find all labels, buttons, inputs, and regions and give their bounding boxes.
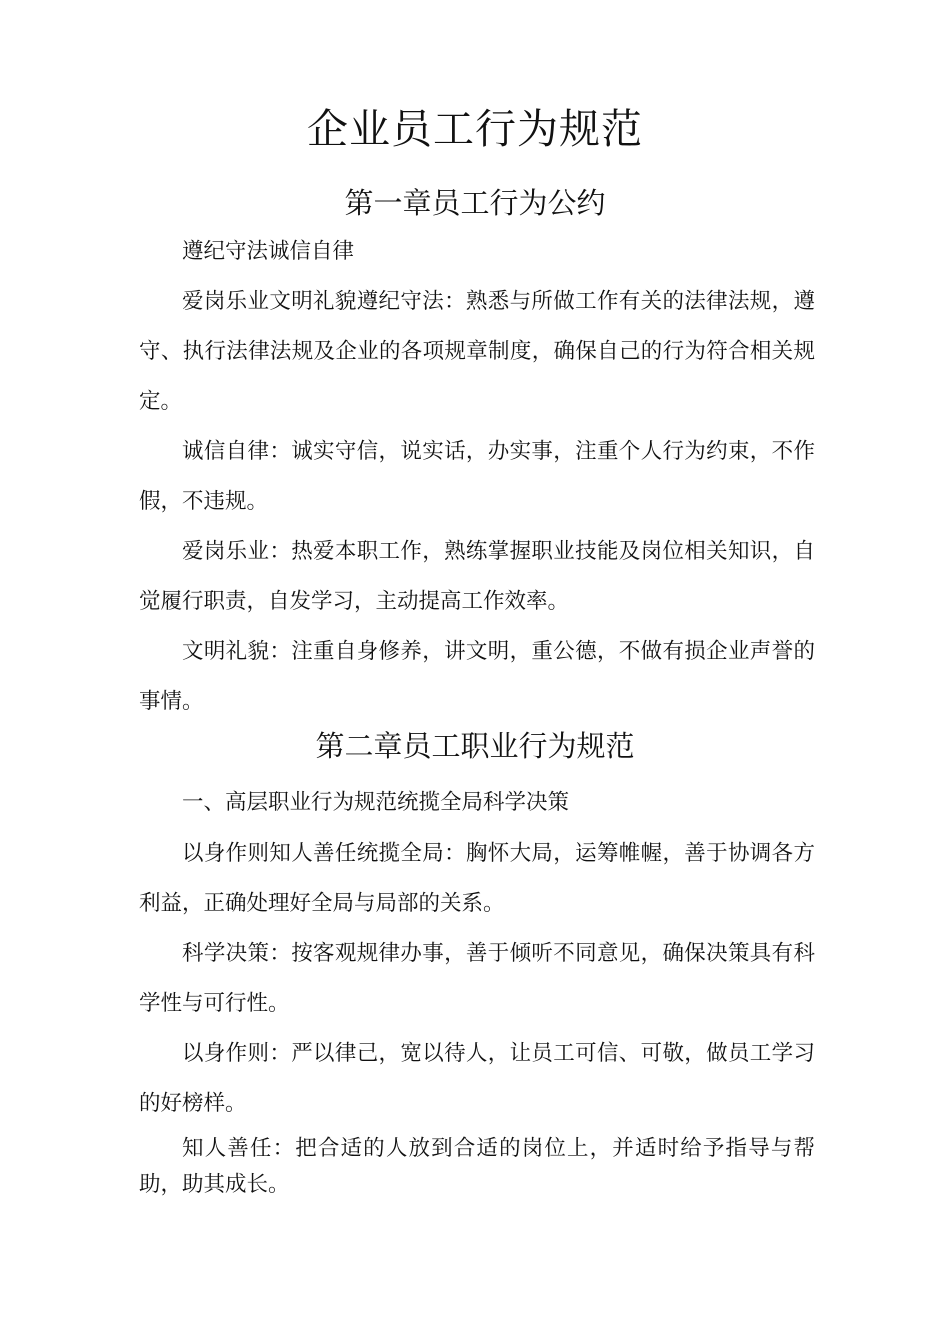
chapter-1-paragraph-1: 爱岗乐业文明礼貌遵纪守法：熟悉与所做工作有关的法律法规，遵守、执行法律法规及企业的各项规章制度，确保自己的行为符合相关规定。 <box>139 289 815 414</box>
chapter-1-paragraph-2: 诚信自律：诚实守信，说实话，办实事，注重个人行为约束，不作假，不违规。 <box>139 439 815 514</box>
chapter-2-paragraph-1: 以身作则知人善任统揽全局：胸怀大局，运筹帷幄，善于协调各方利益，正确处理好全局与局部的关系。 <box>139 841 815 916</box>
chapter-1-subtitle: 遵纪守法诚信自律 <box>182 239 355 264</box>
chapter-1-paragraph-3: 爱岗乐业：热爱本职工作，熟练掌握职业技能及岗位相关知识，自觉履行职责，自发学习，主动提高工作效率。 <box>139 539 815 614</box>
chapter-1-paragraph-4: 文明礼貌：注重自身修养，讲文明，重公德，不做有损企业声誉的事情。 <box>139 639 815 714</box>
chapter-2-paragraph-2: 科学决策：按客观规律办事，善于倾听不同意见，确保决策具有科学性与可行性。 <box>139 941 815 1016</box>
chapter-2-paragraph-4: 知人善任：把合适的人放到合适的岗位上，并适时给予指导与帮助，助其成长。 <box>139 1136 815 1197</box>
chapter-2-section-1-heading: 一、高层职业行为规范统揽全局科学决策 <box>182 790 570 815</box>
chapter-2-paragraph-3: 以身作则：严以律己，宽以待人，让员工可信、可敬，做员工学习的好榜样。 <box>139 1041 815 1116</box>
chapter-1-title: 第一章员工行为公约 <box>344 186 606 220</box>
document-title: 企业员工行为规范 <box>307 105 643 153</box>
chapter-2-title: 第二章员工职业行为规范 <box>315 729 635 763</box>
